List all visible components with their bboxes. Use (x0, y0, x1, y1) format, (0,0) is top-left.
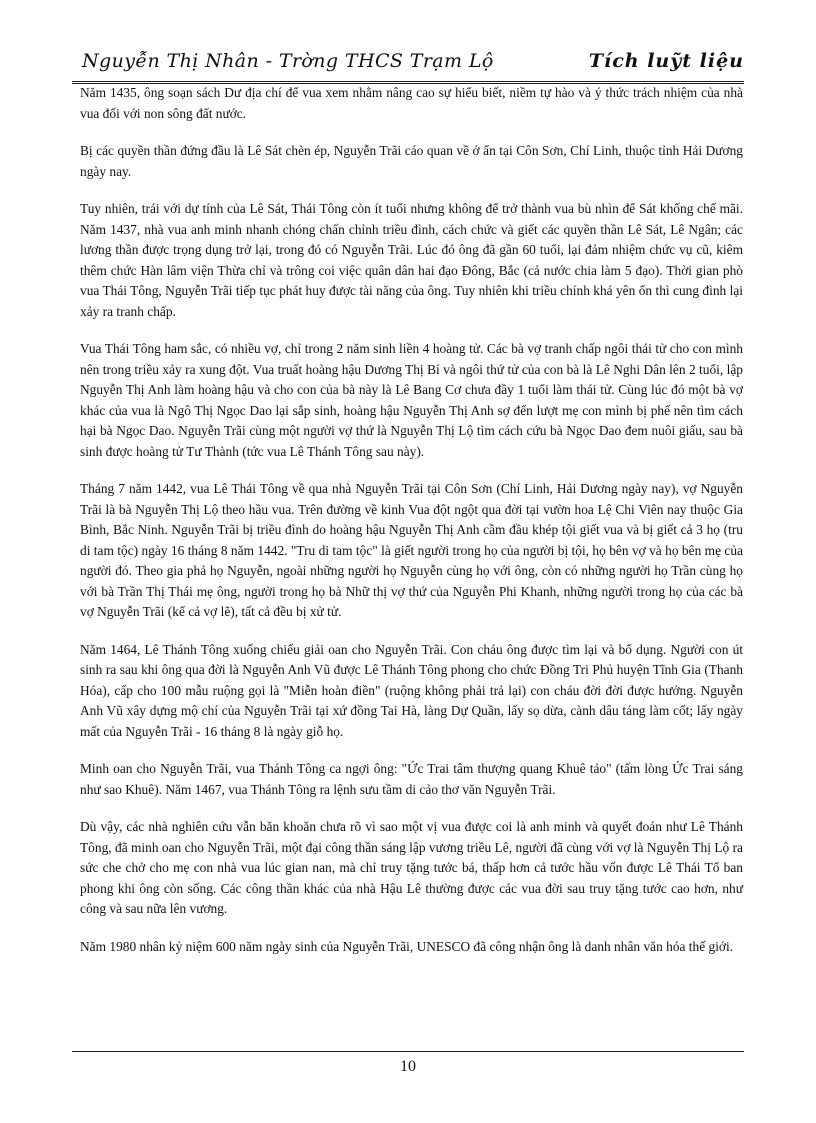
page-number: 10 (400, 1058, 416, 1075)
paragraph: Minh oan cho Nguyễn Trãi, vua Thánh Tông ca ngợi ông: "Ức Trai tâm thượng quang Khuê tảo" (tấm lòng Ức Trai sáng như sao Khuê). Năm 1467, vua Thánh Tông ra lệnh sưu tầm di cảo thơ văn Nguyễn Trãi. (80, 761, 743, 797)
paragraph: Bị các quyền thần đứng đầu là Lê Sát chèn ép, Nguyễn Trãi cáo quan về ở ẩn tại Côn Sơn, Chí Linh, thuộc tỉnh Hải Dương ngày nay. (80, 143, 743, 179)
footer-divider (72, 1051, 744, 1052)
paragraph: Tuy nhiên, trái với dự tính của Lê Sát, Thái Tông còn ít tuổi nhưng không để trở thành vua bù nhìn để Sát khống chế mãi. Năm 1437, nhà vua anh minh nhanh chóng chấn chỉnh triều đình, cách chức và giết các quyền thần Lê Sát, Lê Ngân; các lương thần được trọng dụng trở lại, trong đó có Nguyễn Trãi. Lúc đó ông đã gần 60 tuổi, lại đảm nhiệm chức vụ cũ, kiêm thêm chức Hàn lâm viện Thừa chỉ và trông coi việc quân dân hai đạo Đông, Bắc (cả nước chia làm 5 đạo). Thời gian phò vua Thái Tông, Nguyễn Trãi tiếp tục phát huy được tài năng của ông. Tuy nhiên khi triều chính khá yên ổn thì cung đình lại xảy ra tranh chấp. (80, 201, 743, 319)
paragraph: Dù vậy, các nhà nghiên cứu vẫn băn khoăn chưa rõ vì sao một vị vua được coi là anh minh và quyết đoán như Lê Thánh Tông, đã minh oan cho Nguyễn Trãi, một đại công thần sáng lập vương triều Lê, người đã cùng với vợ là Nguyễn Thị Lộ ra sức che chở cho mẹ con nhà vua lúc gian nan, mà chỉ truy tặng tước bá, thấp hơn cả tước hầu vốn được Lê Thái Tổ ban phong khi ông còn sống. Các công thần khác của nhà Hậu Lê thường được các vua đời sau truy tặng tước cao hơn, như công và sau nữa lên vương. (80, 819, 743, 916)
paragraph: Năm 1464, Lê Thánh Tông xuống chiếu giải oan cho Nguyễn Trãi. Con cháu ông được tìm lại và bổ dụng. Người con út sinh ra sau khi ông qua đời là Nguyễn Anh Vũ được Lê Thánh Tông phong cho chức Đồng Tri Phủ huyện Tĩnh Gia (Thanh Hóa), cấp cho 100 mẫu ruộng gọi là "Miễn hoàn điền" (ruộng không phải trả lại) con cháu đời đời được hưởng. Nguyễn Anh Vũ xây dựng mộ chí của Nguyễn Trãi tại xứ đồng Tai Hà, làng Dự Quần, lấy sọ dừa, cành dâu táng làm cốt; lấy ngày mất của Nguyễn Trãi - 16 tháng 8 là ngày giỗ họ. (80, 641, 743, 739)
header-author-school: Nguyễn Thị Nhân - Trờng THCS Trạm Lộ (82, 50, 494, 72)
paragraph: Vua Thái Tông ham sắc, có nhiều vợ, chỉ trong 2 năm sinh liền 4 hoàng tử. Các bà vợ tranh chấp ngôi thái tử cho con mình nên trong triều xảy ra xung đột. Vua truất hoàng hậu Dương Thị Bí và ngôi thứ tử của con bà là Lê Nghi Dân lên 2 tuổi, lập Nguyễn Thị Anh làm hoàng hậu và cho con của bà này là Lê Bang Cơ chưa đầy 1 tuổi làm thái tử. Cùng lúc đó một bà vợ khác của vua là Ngô Thị Ngọc Dao lại sắp sinh, hoàng hậu Nguyễn Thị Anh sợ đến lượt mẹ con mình bị phế nên tìm cách hại bà Ngọc Dao. Nguyễn Trãi cùng một người vợ thứ là Nguyễn Thị Lộ tìm cách cứu bà Ngọc Dao đem nuôi giấu, sau bà sinh được hoàng tử Tư Thành (tức vua Lê Thánh Tông sau này). (80, 341, 743, 459)
header-section-title: Tích luỹt liệu (588, 50, 744, 72)
body-text (80, 83, 743, 974)
paragraph: Năm 1980 nhân kỷ niệm 600 năm ngày sinh của Nguyễn Trãi, UNESCO đã công nhận ông là danh nhân văn hóa thế giới. (80, 938, 734, 954)
paragraph: Năm 1435, ông soạn sách Dư địa chí để vua xem nhằm nâng cao sự hiểu biết, niềm tự hào và ý thức trách nhiệm của nhà vua đối với non sông đất nước. (80, 85, 743, 121)
page-header (78, 48, 744, 82)
paragraph: Tháng 7 năm 1442, vua Lê Thái Tông về qua nhà Nguyễn Trãi tại Côn Sơn (Chí Linh, Hải Dương ngày nay), vợ Nguyễn Trãi là bà Nguyễn Thị Lộ theo hầu vua. Trên đường về kinh Vua đột ngột qua đời tại vườn hoa Lệ Chi Viên nay thuộc Gia Bình, Bắc Ninh. Nguyễn Trãi bị triều đình do hoàng hậu Nguyễn Thị Anh cầm đầu khép tội giết vua và bị giết cả 3 họ (tru di tam tộc) ngày 16 tháng 8 năm 1442. "Tru di tam tộc" là giết người trong họ của người bị tội, họ bên vợ và họ bên mẹ của người đó. Theo gia phả họ Nguyễn, ngoài những người họ Nguyễn cùng họ với ông, còn có những người họ Trần cùng họ với bà Trần Thị Thái mẹ ông, người trong họ bà Nhữ thị vợ thứ của Nguyễn Phi Khanh, những người trong họ của các bà vợ Nguyễn Trãi (kể cả vợ lẽ), tất cả đều bị xử tử. (80, 481, 743, 619)
